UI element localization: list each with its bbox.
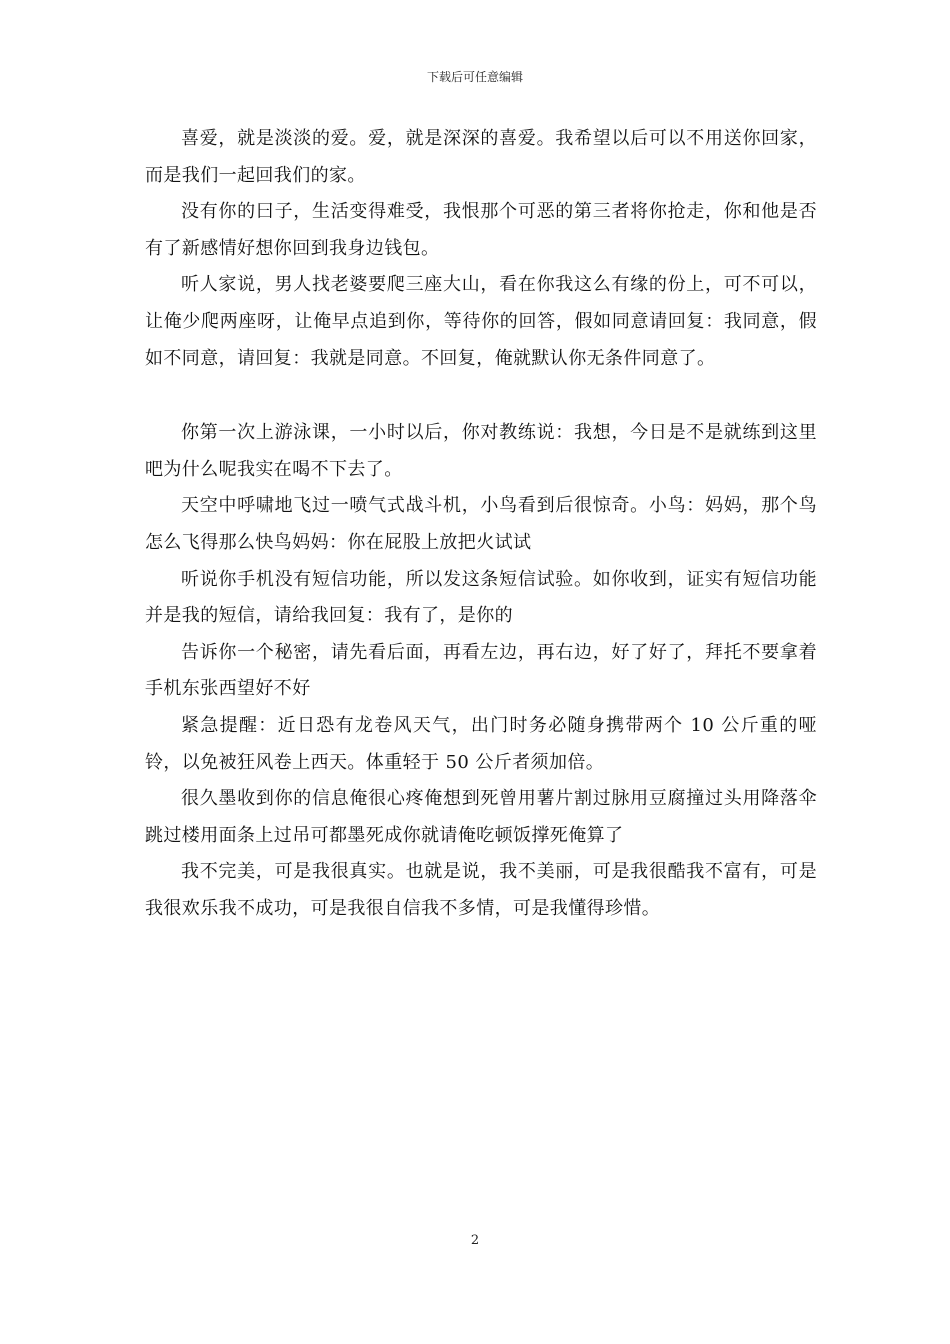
paragraph: 听说你手机没有短信功能，所以发这条短信试验。如你收到，证实有短信功能并是我的短信，请给我回复：我有了，是你的 (145, 568, 817, 627)
page-number: 2 (470, 1233, 480, 1248)
paragraph: 你第一次上游泳课，一小时以后，你对教练说：我想，今日是不是就练到这里吧为什么呢我实在喝不下去了。 (145, 422, 817, 480)
paragraph: 没有你的曰子，生活变得难受，我恨那个可恶的第三者将你抢走，你和他是否有了新感情好想你回到我身边钱包。 (145, 201, 817, 259)
paragraph: 天空中呼啸地飞过一喷气式战斗机，小鸟看到后很惊奇。小鸟：妈妈，那个鸟怎么飞得那么快鸟妈妈：你在屁股上放把火试试 (145, 495, 817, 553)
paragraph: 紧急提醒：近日恐有龙卷风天气，出门时务必随身携带两个 10 公斤重的哑铃，以免被狂风卷上西天。体重轻于 50 公斤者须加倍。 (145, 714, 817, 773)
paragraph: 听人家说，男人找老婆要爬三座大山，看在你我这么有缘的份上，可不可以，让俺少爬两座呀，让俺早点追到你，等待你的回答，假如同意请回复：我同意，假如不同意，请回复：我就是同意。不回复，俺就默认你无条件同意了。 (145, 274, 817, 369)
section-gap (145, 377, 817, 415)
page-header: 下载后可任意编辑 (426, 70, 523, 84)
paragraph: 告诉你一个秘密，请先看后面，再看左边，再右边，好了好了，拜托不要拿着手机东张西望好不好 (145, 641, 817, 700)
document-body (145, 121, 817, 927)
paragraph: 很久墨收到你的信息俺很心疼俺想到死曾用薯片割过脉用豆腐撞过头用降落伞跳过楼用面条上过吊可都墨死成你就请俺吃顿饭撑死俺算了 (145, 788, 817, 846)
paragraph: 我不完美，可是我很真实。也就是说，我不美丽，可是我很酷我不富有，可是我很欢乐我不成功，可是我很自信我不多情，可是我懂得珍惜。 (145, 861, 817, 919)
paragraph: 喜爱，就是淡淡的爱。爱，就是深深的喜爱。我希望以后可以不用送你回家，而是我们一起回我们的家。 (145, 128, 817, 186)
